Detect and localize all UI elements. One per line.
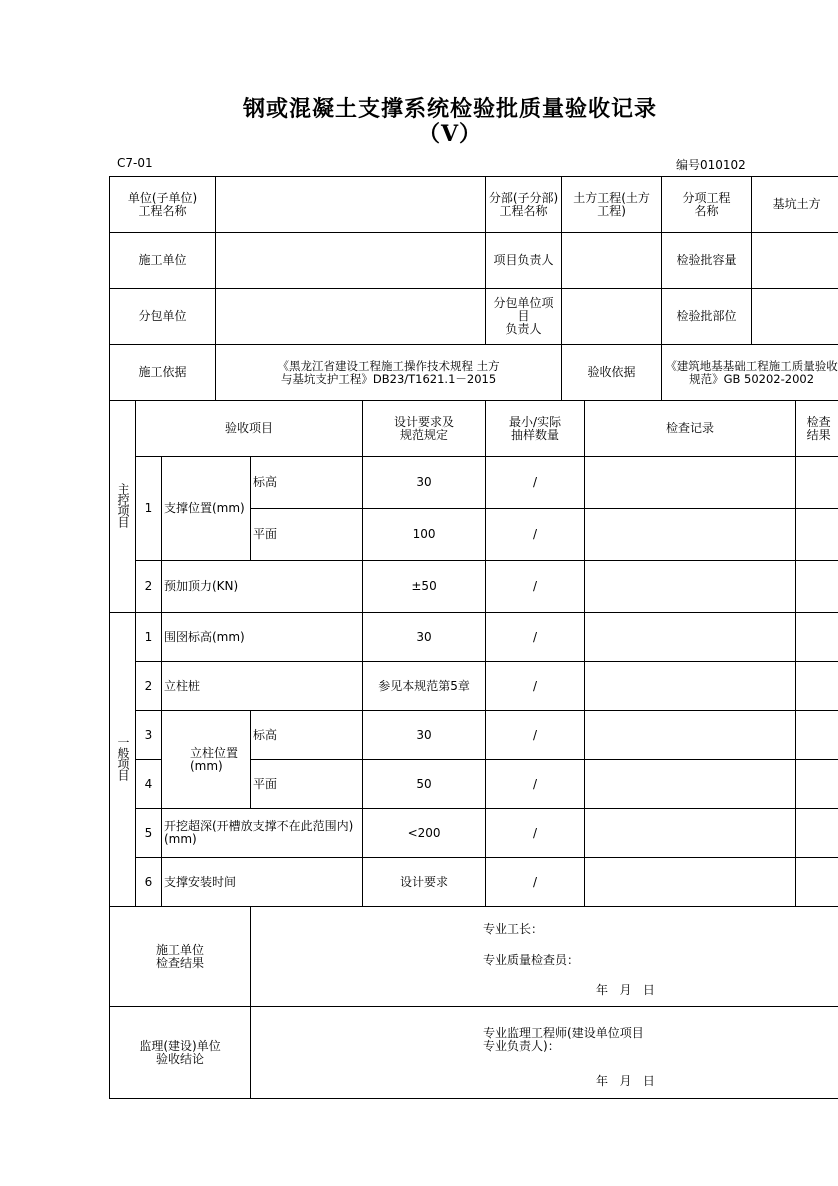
- main-item-result[interactable]: [796, 561, 838, 613]
- main-item-design: 100: [363, 509, 486, 561]
- main-item-sample: /: [486, 457, 585, 509]
- col-sample-header: 最小/实际 抽样数量: [486, 401, 585, 457]
- subcontract-unit-label: 分包单位: [110, 289, 216, 345]
- unit-name-value[interactable]: [216, 177, 486, 233]
- subitem-value[interactable]: 基坑土方: [752, 177, 838, 233]
- construction-unit-label: 施工单位: [110, 233, 216, 289]
- general-item-result[interactable]: [796, 711, 838, 760]
- main-no: 2: [136, 561, 162, 613]
- general-item-record[interactable]: [585, 858, 796, 907]
- batch-location-value[interactable]: [752, 289, 838, 345]
- main-item-record[interactable]: [585, 457, 796, 509]
- main-control-label: 主控项目: [110, 401, 136, 613]
- general-item-sub: 标高: [251, 711, 363, 760]
- project-leader-label: 项目负责人: [486, 233, 562, 289]
- general-item-sample: /: [486, 858, 585, 907]
- acceptance-basis-label: 验收依据: [562, 345, 662, 401]
- acceptance-basis-value[interactable]: 《建筑地基基础工程施工质量验收 规范》GB 50202-2002: [662, 345, 838, 401]
- general-no: 5: [136, 809, 162, 858]
- main-item-sample: /: [486, 509, 585, 561]
- general-item-record[interactable]: [585, 809, 796, 858]
- batch-capacity-value[interactable]: [752, 233, 838, 289]
- basis-label: 施工依据: [110, 345, 216, 401]
- general-item-name: 支撑安装时间: [162, 858, 363, 907]
- general-item-design: 参见本规范第5章: [363, 662, 486, 711]
- general-no: 4: [136, 760, 162, 809]
- form-number: 编号010102: [676, 158, 746, 172]
- col-record-header: 检查记录: [585, 401, 796, 457]
- main-item-record[interactable]: [585, 561, 796, 613]
- general-item-design: 30: [363, 613, 486, 662]
- general-item-sample: /: [486, 809, 585, 858]
- general-item-result[interactable]: [796, 662, 838, 711]
- general-item-record[interactable]: [585, 760, 796, 809]
- construction-unit-value[interactable]: [216, 233, 486, 289]
- subitem-label: 分项工程 名称: [662, 177, 752, 233]
- batch-capacity-label: 检验批容量: [662, 233, 752, 289]
- general-item-name: 开挖超深(开槽放支撑不在此范围内)(mm): [162, 809, 363, 858]
- general-label: 一般项目: [110, 613, 136, 907]
- subcontract-unit-value[interactable]: [216, 289, 486, 345]
- main-no: 1: [136, 457, 162, 561]
- main-item-record[interactable]: [585, 509, 796, 561]
- general-item-result[interactable]: [796, 613, 838, 662]
- general-item-design: 设计要求: [363, 858, 486, 907]
- general-no: 3: [136, 711, 162, 760]
- main-item-design: ±50: [363, 561, 486, 613]
- general-no: 6: [136, 858, 162, 907]
- general-item-name: 立柱位置(mm): [162, 711, 251, 809]
- general-item-sub: 平面: [251, 760, 363, 809]
- inspector-label: 专业质量检查员：: [483, 953, 580, 967]
- basis-value[interactable]: 《黑龙江省建设工程施工操作技术规程 土方 与基坑支护工程》DB23/T1621.1－2015: [216, 345, 562, 401]
- general-item-design: 50: [363, 760, 486, 809]
- form-code: C7-01: [117, 156, 153, 170]
- general-item-record[interactable]: [585, 711, 796, 760]
- main-item-design: 30: [363, 457, 486, 509]
- col-result-header: 检查 结果: [796, 401, 838, 457]
- inspection-date: 年 月 日: [596, 983, 655, 997]
- subcontract-leader-label: 分包单位项目 负责人: [486, 289, 562, 345]
- main-item-sub: 标高: [251, 457, 363, 509]
- main-item-sub: 平面: [251, 509, 363, 561]
- main-item-name: 预加顶力(KN): [162, 561, 363, 613]
- general-no: 1: [136, 613, 162, 662]
- general-item-name: 围囹标高(mm): [162, 613, 363, 662]
- general-item-design: <200: [363, 809, 486, 858]
- general-item-sample: /: [486, 711, 585, 760]
- col-item-header: 验收项目: [136, 401, 363, 457]
- division-label: 分部(子分部) 工程名称: [486, 177, 562, 233]
- form-title: 钢或混凝土支撑系统检验批质量验收记录: [242, 96, 657, 122]
- col-design-header: 设计要求及 规范规定: [363, 401, 486, 457]
- general-item-result[interactable]: [796, 760, 838, 809]
- general-item-result[interactable]: [796, 858, 838, 907]
- general-no: 2: [136, 662, 162, 711]
- general-item-design: 30: [363, 711, 486, 760]
- unit-name-label: 单位(子单位) 工程名称: [110, 177, 216, 233]
- inspection-table: [109, 176, 838, 1099]
- subcontract-leader-value[interactable]: [562, 289, 662, 345]
- inspection-signature-area[interactable]: [251, 907, 838, 1007]
- main-item-result[interactable]: [796, 457, 838, 509]
- main-item-name: 支撑位置(mm): [162, 457, 251, 561]
- main-item-sample: /: [486, 561, 585, 613]
- general-item-record[interactable]: [585, 613, 796, 662]
- inspection-label: 施工单位 检查结果: [110, 907, 251, 1007]
- general-item-result[interactable]: [796, 809, 838, 858]
- main-item-result[interactable]: [796, 509, 838, 561]
- foreman-label: 专业工长：: [483, 922, 544, 936]
- general-item-record[interactable]: [585, 662, 796, 711]
- division-value[interactable]: 土方工程(土方 工程): [562, 177, 662, 233]
- general-item-name: 立柱桩: [162, 662, 363, 711]
- engineer-label: 专业监理工程师(建设单位项目 专业负责人)：: [483, 1026, 644, 1053]
- supervision-signature-area[interactable]: [251, 1007, 838, 1099]
- general-item-sample: /: [486, 613, 585, 662]
- batch-location-label: 检验批部位: [662, 289, 752, 345]
- general-item-sample: /: [486, 760, 585, 809]
- supervision-date: 年 月 日: [596, 1074, 655, 1088]
- form-title-roman: （Ⅴ）: [417, 121, 483, 147]
- general-item-sample: /: [486, 662, 585, 711]
- supervision-label: 监理(建设)单位 验收结论: [110, 1007, 251, 1099]
- project-leader-value[interactable]: [562, 233, 662, 289]
